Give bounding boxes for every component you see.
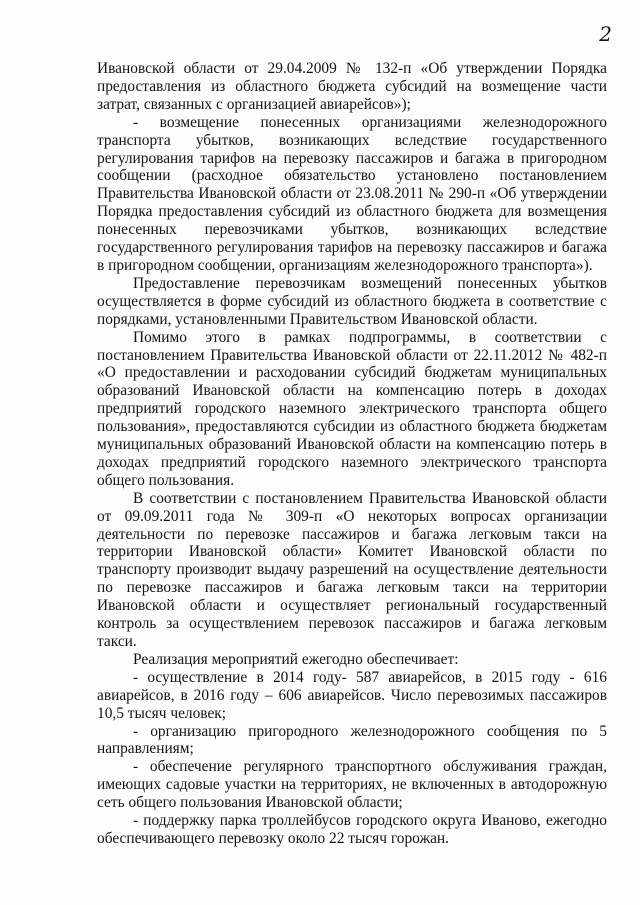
paragraph-taxi-permits: В соответствии с постановлением Правительства Ивановской области от 09.09.2011 года № 309-п «О некоторых вопросах организации деятельности по перевозке пассажиров и багажа легковым такси на территории Ивановской области» Комитет Ивановской области по транспорту производит выдачу разрешений на осуществление деятельности по перевозке пассажиров и багажа легковым такси на территории Ивановской области и осуществляет региональный государственный контроль за осуществлением перевозок пассажиров и багажа легковым такси. [97, 489, 607, 650]
list-item-suburban-rail: - организацию пригородного железнодорожного сообщения по 5 направлениям; [97, 722, 607, 758]
paragraph-results-intro: Реализация мероприятий ежегодно обеспечивает: [133, 650, 459, 668]
page-number: 2 [599, 22, 612, 46]
list-item-garden-transport: - обеспечение регулярного транспортного обслуживания граждан, имеющих садовые участки на территориях, не включенных в автодорожную сеть общего пользования Ивановской области; [97, 758, 607, 812]
document-body [97, 60, 607, 848]
list-item-trolleybus: - поддержку парка троллейбусов городского округа Иваново, ежегодно обеспечивающего перевозку около 22 тысяч горожан. [97, 812, 607, 847]
paragraph-electric-transport: Помимо этого в рамках подпрограммы, в соответствии с постановлением Правительства Ивановской области от 22.11.2012 № 482-п «О предоставлении и расходовании субсидий бюджетам муниципальных образований Ивановской области на компенсацию потерь в доходах предприятий городского наземного электрического транспорта общего пользования», предоставляются субсидии из областного бюджета бюджетам муниципальных образований Ивановской области на компенсацию потерь в доходах предприятий городского наземного электрического транспорта общего пользования. [97, 328, 607, 489]
paragraph-subsidy-form: Предоставление перевозчикам возмещений понесенных убытков осуществляется в форме субсидий из областного бюджета в соответствие с порядками, установленными Правительством Ивановской области. [97, 274, 607, 328]
list-item-flights: - осуществление в 2014 году- 587 авиарейсов, в 2015 году - 616 авиарейсов, в 2016 году – 606 авиарейсов. Число перевозимых пассажиров 10,5 тысяч человек; [97, 668, 607, 722]
paragraph-continuation: Ивановской области от 29.04.2009 № 132-п «Об утверждении Порядка предоставления из областного бюджета субсидий на возмещение части затрат, связанных с организацией авиарейсов»); [97, 60, 607, 113]
paragraph-railway-compensation: - возмещение понесенных организациями железнодорожного транспорта убытков, возникающих вследствие государственного регулирования тарифов на перевозку пассажиров и багажа в пригородном сообщении (расходное обязательство установлено постановлением Правительства Ивановской области от 23.08.2011 № 290-п «Об утверждении Порядка предоставления субсидий из областного бюджета для возмещения понесенных перевозчиками убытков, возникающих вследствие государственного регулирования тарифов на перевозку пассажиров и багажа в пригородном сообщении, организациям железнодорожного транспорта»). [97, 113, 607, 274]
